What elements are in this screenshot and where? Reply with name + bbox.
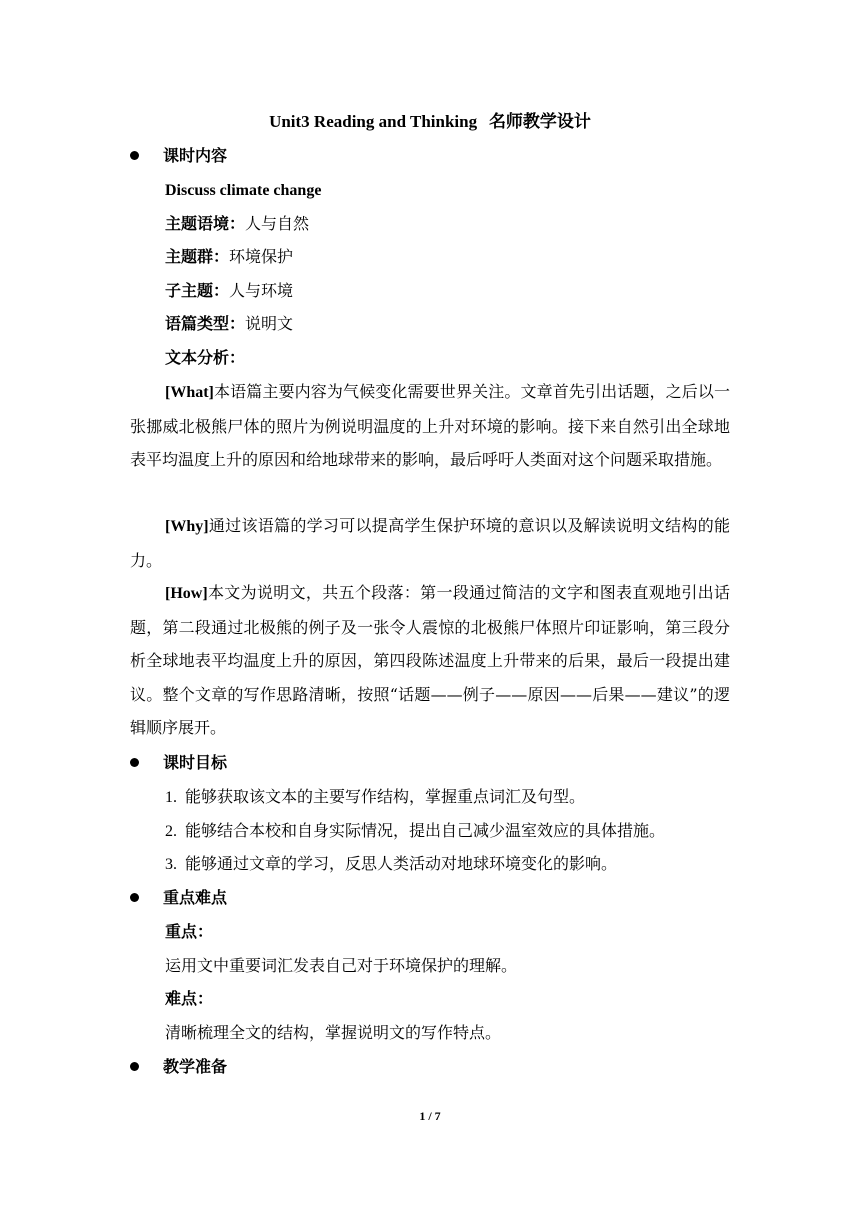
title-chinese: 名师教学设计 (488, 112, 591, 132)
how-tag: [How] (165, 585, 208, 602)
document-title (0, 110, 860, 134)
text-genre-label: 语篇类型： (165, 314, 246, 333)
bullet-icon (130, 1062, 139, 1071)
what-tag: [What] (165, 384, 214, 401)
document-page: Unit3 Reading and Thinking 名师教学设计 课时内容 Discuss climate change 主题语境：人与自然 主题群：环境保护 子主题：人与环境 语篇类型：说明文 文本分析： [What]本语篇主要内容为气候变化需要世界关注。文章首先引出话题，之后以一张挪威北极熊尸体的照片为例说明温度的上升对环境的影响。接下来自然引出全球地表平均温度上升的原因和给地球带来的影响，最后呼吁人类面对这个问题采取措施。 [Why]通过该语篇的学习可以提高学生保护环境的意识以及解读说明文结构的能力。 [How]本文为说明文，共五个段落：第一段通过简洁的文字和图表直观地引出话题，第二段通过北极熊的例子及一张令人震惊的北极熊尸体照片印证影响，第三段分析全球地表平均温度上升的原因，第四段陈述温度上升带来的后果，最后一段提出建议。整个文章的写作思路清晰，按照“话题——例子——原因——后果——建议”的逻辑顺序展开。 课时目标 1. 能够获取该文本的主要写作结构，掌握重点词汇及句型。 2. 能够结合本校和自身实际情况，提出自己减少温室效应的具体措施。 3. 能够通过文章的学习，反思人类活动对地球环境变化的影响。 重点难点 重点： 运用文中重要词汇发表自己对于环境保护的理解。 难点： 清晰梳理全文的结构，掌握说明文的写作特点。 教学准备 1 / 7 (0, 0, 860, 1216)
theme-context-label: 主题语境： (165, 214, 246, 233)
why-paragraph (130, 509, 730, 577)
why-tag: [Why] (165, 518, 209, 535)
subtopic-label: 子主题： (165, 281, 230, 300)
objective-item: 3. 能够通过文章的学习，反思人类活动对地球环境变化的影响。 (165, 854, 618, 873)
theme-group-label: 主题群： (165, 247, 230, 266)
bullet-icon (130, 151, 139, 160)
objectives-list (165, 780, 665, 881)
what-paragraph (130, 375, 730, 477)
how-paragraph (130, 576, 730, 745)
how-text: 本文为说明文，共五个段落：第一段通过简洁的文字和图表直观地引出话题，第二段通过北极熊的例子及一张令人震惊的北极熊尸体照片印证影响，第三段分析全球地表平均温度上升的原因，第四段陈述温度上升带来的后果，最后一段提出建议。整个文章的写作思路清晰，按照“话题——例子——原因——后果——建议”的逻辑顺序展开。 (130, 583, 730, 737)
theme-context (165, 212, 309, 236)
lesson-topic: Discuss climate change (165, 182, 322, 199)
text-genre-value: 说明文 (245, 314, 294, 333)
theme-group-value: 环境保护 (229, 247, 294, 266)
key-point-label: 重点： (165, 922, 214, 941)
theme-context-value: 人与自然 (245, 214, 310, 233)
bullet-icon (130, 758, 139, 767)
bullet-icon (130, 893, 139, 902)
subtopic (165, 279, 293, 303)
title-english: Unit3 Reading and Thinking (269, 112, 478, 131)
why-text: 通过该语篇的学习可以提高学生保护环境的意识以及解读说明文结构的能力。 (130, 516, 730, 570)
key-point-text: 运用文中重要词汇发表自己对于环境保护的理解。 (165, 956, 518, 975)
subtopic-value: 人与环境 (229, 281, 294, 300)
page-number: 1 / 7 (419, 1109, 441, 1123)
what-text: 本语篇主要内容为气候变化需要世界关注。文章首先引出话题，之后以一张挪威北极熊尸体的照片为例说明温度的上升对环境的影响。接下来自然引出全球地表平均温度上升的原因和给地球带来的影响，最后呼吁人类面对这个问题采取措施。 (130, 382, 730, 469)
difficult-point-label: 难点： (165, 989, 214, 1008)
text-genre (165, 312, 293, 336)
text-analysis-label: 文本分析： (165, 348, 246, 367)
difficult-point-text: 清晰梳理全文的结构，掌握说明文的写作特点。 (165, 1023, 502, 1042)
theme-group (165, 245, 293, 269)
objective-item: 2. 能够结合本校和自身实际情况，提出自己减少温室效应的具体措施。 (165, 820, 666, 840)
objective-item: 1. 能够获取该文本的主要写作结构，掌握重点词汇及句型。 (165, 787, 586, 806)
